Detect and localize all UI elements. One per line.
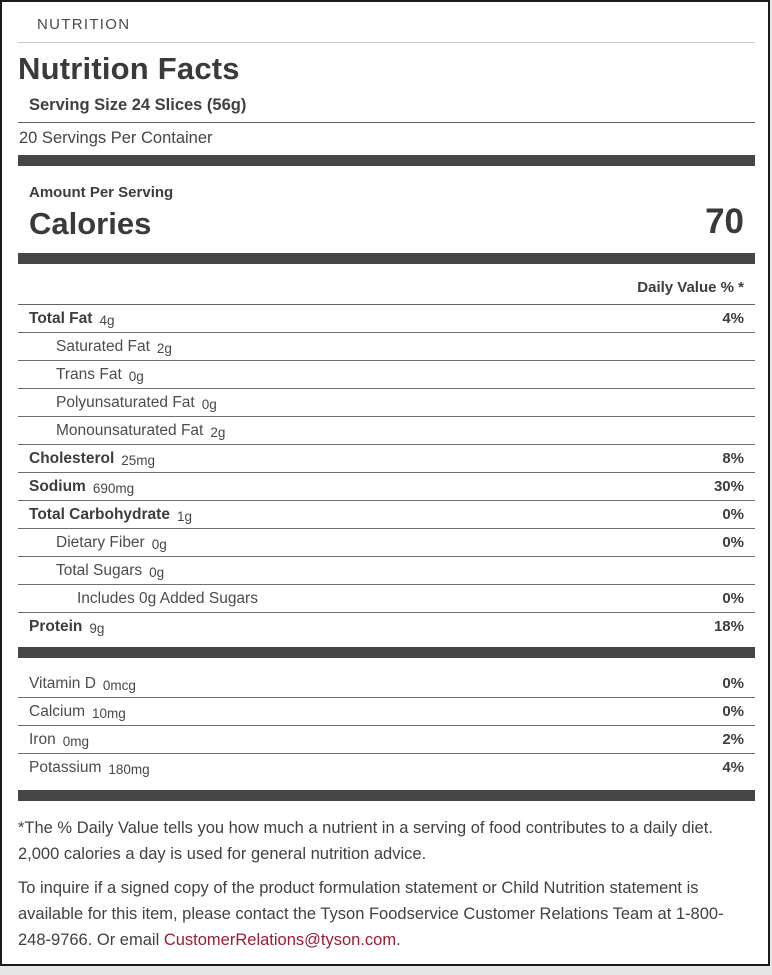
daily-value-header: Daily Value % *: [18, 264, 755, 305]
nutrient-dv: 4%: [722, 310, 744, 327]
vitamin-row: [18, 726, 755, 754]
footnote-daily-value: *The % Daily Value tells you how much a nutrient in a serving of food contributes to a daily diet. 2,000 calories a day is used for general nutrition advice.: [18, 819, 713, 863]
vitamin-label: Potassium: [29, 759, 102, 776]
footnote-contact-period: .: [396, 931, 401, 949]
nutrient-amount: 2g: [156, 341, 172, 356]
nutrient-label: Monounsaturated Fat: [56, 422, 204, 439]
vitamin-row: [18, 754, 755, 782]
nutrient-row: [18, 501, 755, 529]
vitamin-amount: 0mcg: [102, 678, 136, 693]
vitamin-dv: 4%: [722, 759, 744, 776]
thick-divider-bar: [18, 155, 755, 166]
nutrient-row: [18, 529, 755, 557]
thick-divider-bar: [18, 647, 755, 658]
vitamin-dv: 2%: [722, 731, 744, 748]
calories-row: [18, 202, 755, 242]
nutrient-label: Cholesterol: [29, 450, 115, 467]
vitamin-row: [18, 670, 755, 698]
nutrient-table: [18, 305, 755, 641]
nutrient-amount: 0g: [151, 537, 167, 552]
nutrient-label: Sodium: [29, 478, 86, 495]
nutrient-amount: 0g: [201, 397, 217, 412]
nutrient-row: [18, 613, 755, 641]
vitamin-row: [18, 698, 755, 726]
thick-divider-bar: [18, 253, 755, 264]
nutrient-label: Total Fat: [29, 310, 93, 327]
nutrient-row: [18, 361, 755, 389]
nutrient-row: [18, 305, 755, 333]
nutrient-amount: 1g: [176, 509, 192, 524]
nutrient-label: Total Carbohydrate: [29, 506, 170, 523]
nutrient-label: Protein: [29, 618, 83, 635]
nutrient-amount: 9g: [89, 621, 105, 636]
nutrient-row: [18, 389, 755, 417]
footnote-contact: [18, 875, 755, 953]
vitamin-amount: 10mg: [91, 706, 126, 721]
nutrient-amount: 2g: [210, 425, 226, 440]
vitamins-table: [18, 658, 755, 782]
nutrient-label: Total Sugars: [56, 562, 143, 579]
amount-per-serving-label: Amount Per Serving: [29, 184, 174, 201]
servings-per-container: 20 Servings Per Container: [19, 129, 213, 147]
nutrient-row: [18, 417, 755, 445]
serving-size: Serving Size 24 Slices (56g): [18, 96, 755, 123]
vitamin-label: Iron: [29, 731, 56, 748]
footnote-contact-text: To inquire if a signed copy of the product formulation statement or Child Nutrition statement is available for this item, please contact the Tyson Foodservice Customer Relations Team at 1-800-248-9766. Or email: [18, 879, 724, 949]
vitamin-amount: 180mg: [108, 762, 150, 777]
page-title: Nutrition Facts: [18, 51, 240, 86]
nutrient-amount: 0g: [128, 369, 144, 384]
calories-label: Calories: [29, 206, 152, 241]
nutrient-label: Trans Fat: [56, 366, 122, 383]
nutrient-dv: 18%: [713, 618, 744, 635]
vitamin-label: Calcium: [29, 703, 85, 720]
nutrient-amount: 25mg: [121, 453, 156, 468]
nutrient-dv: 0%: [722, 506, 744, 523]
nutrient-amount: 0g: [149, 565, 165, 580]
nutrient-row: [18, 585, 755, 613]
nutrient-amount: 690mg: [92, 481, 135, 496]
nutrient-amount: 4g: [99, 313, 115, 328]
nutrient-dv: 0%: [722, 590, 744, 607]
nutrient-dv: 30%: [713, 478, 744, 495]
nutrient-label: Saturated Fat: [56, 338, 150, 355]
nutrient-label: Dietary Fiber: [56, 534, 145, 551]
nutrient-dv: 0%: [722, 534, 744, 551]
nutrient-row: [18, 333, 755, 361]
calories-value: 70: [705, 202, 744, 241]
thick-divider-bar: [18, 790, 755, 801]
nutrient-row: [18, 557, 755, 585]
section-label: NUTRITION: [18, 16, 755, 43]
vitamin-label: Vitamin D: [29, 675, 96, 692]
email-link[interactable]: CustomerRelations@tyson.com: [163, 931, 397, 949]
nutrient-row: [18, 473, 755, 501]
vitamin-dv: 0%: [722, 703, 744, 720]
nutrient-row: [18, 445, 755, 473]
vitamin-dv: 0%: [722, 675, 744, 692]
nutrient-label: Polyunsaturated Fat: [56, 394, 195, 411]
vitamin-amount: 0mg: [62, 734, 89, 749]
nutrient-label: Includes 0g Added Sugars: [77, 590, 258, 607]
nutrient-dv: 8%: [722, 450, 744, 467]
